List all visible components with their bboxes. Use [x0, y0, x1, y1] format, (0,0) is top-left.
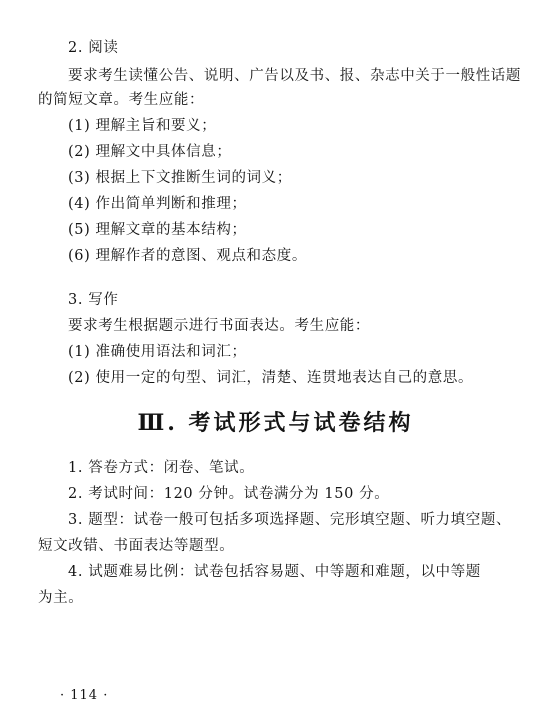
section-line: 3. 题型：试卷一般可包括多项选择题、完形填空题、听力填空题、: [68, 512, 512, 528]
reading-item: (5) 理解文章的基本结构；: [68, 222, 247, 238]
section-heading: Ⅲ. 考试形式与试卷结构: [137, 410, 414, 436]
reading-item: (6) 理解作者的意图、观点和态度。: [68, 248, 307, 264]
section-line: 4. 试题难易比例：试卷包括容易题、中等题和难题，以中等题: [68, 564, 481, 580]
section-line: 2. 考试时间：120 分钟。试卷满分为 150 分。: [68, 486, 390, 502]
writing-item: (2) 使用一定的句型、词汇，清楚、连贯地表达自己的意思。: [68, 370, 474, 386]
reading-item: (3) 根据上下文推断生词的词义；: [68, 170, 292, 186]
reading-item: (4) 作出简单判断和推理；: [68, 196, 247, 212]
reading-title: 2. 阅读: [68, 40, 119, 56]
reading-item: (2) 理解文中具体信息；: [68, 144, 232, 160]
reading-intro-line-2: 的简短文章。考生应能：: [38, 92, 205, 108]
reading-item: (1) 理解主旨和要义；: [68, 118, 217, 134]
page-number: · 114 ·: [60, 688, 109, 703]
section-line: 为主。: [38, 590, 84, 606]
writing-item: (1) 准确使用语法和词汇；: [68, 344, 247, 360]
section-line: 1. 答卷方式：闭卷、笔试。: [68, 460, 255, 476]
writing-title: 3. 写作: [68, 292, 119, 308]
reading-intro-line-1: 要求考生读懂公告、说明、广告以及书、报、杂志中关于一般性话题: [68, 68, 521, 84]
writing-intro: 要求考生根据题示进行书面表达。考生应能：: [68, 318, 370, 334]
section-line: 短文改错、书面表达等题型。: [38, 538, 235, 554]
